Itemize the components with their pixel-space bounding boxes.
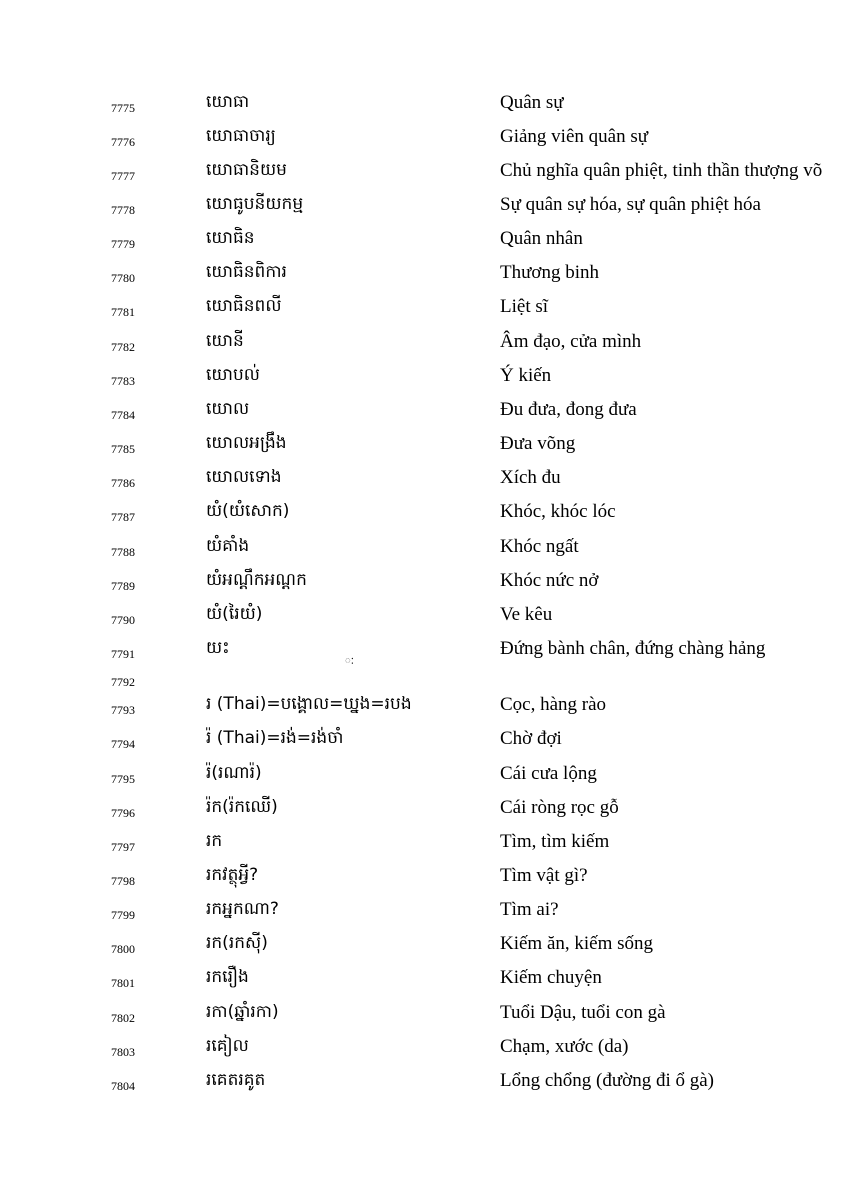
khmer-term: យំ(យំសោក) [206, 501, 290, 521]
khmer-term: យោបល់ [206, 365, 260, 385]
vietnamese-translation: Kiếm ăn, kiếm sống [500, 933, 654, 954]
entry-number: 7784 [111, 408, 135, 422]
entry-row [0, 796, 848, 830]
entry-row [0, 966, 848, 1000]
vietnamese-translation: Tìm, tìm kiếm [500, 831, 610, 852]
entry-number: 7788 [111, 545, 135, 559]
vietnamese-translation: Chờ đợi [500, 728, 562, 749]
vietnamese-translation: Đu đưa, đong đưa [500, 399, 637, 420]
vietnamese-translation: Quân nhân [500, 228, 583, 249]
vietnamese-translation: Khóc, khóc lóc [500, 501, 616, 522]
entry-number: 7791 [111, 647, 135, 661]
entry-row [0, 330, 848, 364]
khmer-term: រ៉(រណារ៉) [206, 763, 262, 783]
khmer-term: យះ [206, 638, 230, 658]
entry-row [0, 830, 848, 864]
vietnamese-translation: Cái ròng rọc gỗ [500, 797, 619, 818]
khmer-term: រករឿង [206, 967, 249, 987]
entry-number: 7796 [111, 806, 135, 820]
khmer-term: យោធូបនីយកម្ម [206, 194, 304, 214]
khmer-term: រគៀល [206, 1036, 249, 1056]
entry-number: 7803 [111, 1045, 135, 1059]
entry-row [0, 193, 848, 227]
entry-number: 7797 [111, 840, 135, 854]
vietnamese-translation: Xích đu [500, 467, 561, 488]
vietnamese-translation: Cọc, hàng rào [500, 694, 607, 715]
entry-number: 7798 [111, 874, 135, 888]
vietnamese-translation: Khóc ngất [500, 536, 579, 557]
entry-number: 7777 [111, 169, 135, 183]
entry-row [0, 1001, 848, 1035]
khmer-term: យោនី [206, 331, 244, 351]
khmer-term: យំអណ្តឹកអណ្តក [206, 570, 307, 590]
entry-row [0, 535, 848, 569]
entry-row [0, 932, 848, 966]
entry-number: 7781 [111, 305, 135, 319]
entry-row [0, 261, 848, 295]
khmer-term: រក(រកស៊ី) [206, 933, 268, 953]
khmer-term: រគេតរគូត [206, 1070, 266, 1090]
khmer-term: រ៉ (Thai)=រង់=រង់ចាំ [206, 728, 344, 748]
entry-row [0, 762, 848, 796]
entry-row [0, 603, 848, 637]
khmer-term: យំ(រៃយំ) [206, 604, 263, 624]
entry-number: 7794 [111, 737, 135, 751]
entry-row [0, 91, 848, 125]
entry-row [0, 569, 848, 603]
khmer-term: យោធិនពិការ [206, 262, 287, 282]
entry-row [0, 227, 848, 261]
vietnamese-translation: Ve kêu [500, 604, 553, 625]
entry-row [0, 295, 848, 329]
entry-number: 7804 [111, 1079, 135, 1093]
vietnamese-translation: Đứng bành chân, đứng chàng hảng [500, 638, 766, 659]
entry-number: 7795 [111, 772, 135, 786]
vietnamese-translation: Âm đạo, cửa mình [500, 331, 642, 352]
entry-number: 7792 [111, 675, 135, 689]
vietnamese-translation: Thương binh [500, 262, 599, 283]
entry-number: 7801 [111, 976, 135, 990]
entry-number: 7779 [111, 237, 135, 251]
vietnamese-translation: Cái cưa lộng [500, 763, 597, 784]
vietnamese-translation: Đưa võng [500, 433, 576, 454]
entry-number: 7787 [111, 510, 135, 524]
khmer-term: យោធានិយម [206, 160, 287, 180]
entry-row [0, 1069, 848, 1103]
entry-row [0, 159, 848, 193]
khmer-term: រកអ្នកណា? [206, 899, 279, 919]
khmer-term: រកវត្ថុអ្វី? [206, 865, 259, 885]
khmer-term: យោល [206, 399, 250, 419]
khmer-term: រ (Thai)=បង្គោល=ឃ្នង=របង [206, 694, 412, 714]
entry-number: 7790 [111, 613, 135, 627]
entry-number: 7799 [111, 908, 135, 922]
entry-number: 7789 [111, 579, 135, 593]
khmer-term: រ៉ក(រ៉កឈើ) [206, 797, 278, 817]
entry-row [0, 898, 848, 932]
entry-number: 7782 [111, 340, 135, 354]
khmer-term: យោធា [206, 92, 250, 112]
vietnamese-translation: Khóc nức nở [500, 570, 599, 591]
vietnamese-translation: Quân sự [500, 92, 564, 113]
entry-number: 7780 [111, 271, 135, 285]
entry-number: 7775 [111, 101, 135, 115]
khmer-term: រក [206, 831, 223, 851]
vietnamese-translation: Chủ nghĩa quân phiệt, tinh thần thượng võ [500, 160, 823, 181]
vietnamese-translation: Sự quân sự hóa, sự quân phiệt hóa [500, 194, 761, 215]
entry-number: 7800 [111, 942, 135, 956]
entry-row [0, 500, 848, 534]
vietnamese-translation: Lổng chổng (đường đi ổ gà) [500, 1070, 715, 1091]
khmer-term: យោលអង្រឹង [206, 433, 287, 453]
entry-number: 7776 [111, 135, 135, 149]
khmer-term: យំគាំង [206, 536, 250, 556]
entry-number: 7785 [111, 442, 135, 456]
entry-row [0, 864, 848, 898]
entry-number: 7793 [111, 703, 135, 717]
vietnamese-translation: Chạm, xước (da) [500, 1036, 629, 1057]
entry-row [0, 125, 848, 159]
vietnamese-translation: Liệt sĩ [500, 296, 549, 317]
vietnamese-translation: Tìm ai? [500, 899, 559, 920]
entry-row [0, 693, 848, 727]
entry-row [0, 398, 848, 432]
entry-number: 7786 [111, 476, 135, 490]
vietnamese-translation: Giảng viên quân sự [500, 126, 649, 147]
vietnamese-translation: Kiếm chuyện [500, 967, 602, 988]
entry-number: 7783 [111, 374, 135, 388]
entry-number: 7778 [111, 203, 135, 217]
khmer-term: យោធាចារ្យ [206, 126, 276, 146]
entry-row [0, 727, 848, 761]
vietnamese-translation: Tuổi Dậu, tuổi con gà [500, 1002, 666, 1023]
entry-number: 7802 [111, 1011, 135, 1025]
entry-row [0, 364, 848, 398]
vietnamese-translation: Tìm vật gì? [500, 865, 588, 886]
khmer-term: យោធិនពលី [206, 296, 282, 316]
vietnamese-translation: Ý kiến [500, 365, 552, 386]
stray-mark: ៈ [345, 656, 354, 667]
khmer-term: យោធិន [206, 228, 255, 248]
entry-row [0, 466, 848, 500]
entry-row [0, 1035, 848, 1069]
entry-row [0, 432, 848, 466]
khmer-term: រកា(ឆ្នាំរកា) [206, 1002, 279, 1022]
khmer-term: យោលទោង [206, 467, 282, 487]
